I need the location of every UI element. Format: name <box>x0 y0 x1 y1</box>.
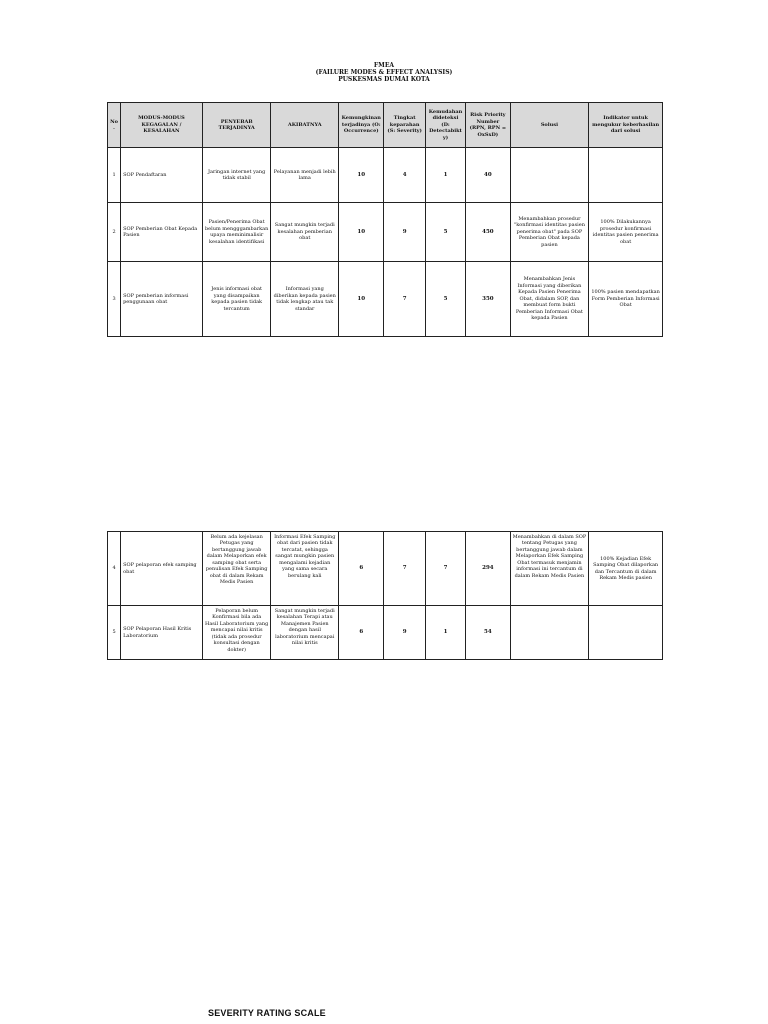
row-occurrence: 6 <box>339 532 384 606</box>
row-solusi <box>510 532 589 606</box>
row-detectability: 1 <box>425 148 465 203</box>
table-row <box>108 532 663 606</box>
row-indikator: 100% Kejadian Efek Samping Obat dilaporkan dan Tercantum di dalam Rekam Medis pasien <box>589 532 663 606</box>
row-no: 1 <box>108 148 121 203</box>
header-indikator: Indikator untuk mengukur keberhasilan dari solusi <box>589 103 663 148</box>
row-solusi <box>510 148 589 203</box>
row-solusi-text: Menambahkan di dalam SOP tentang Petugas yang bertanggung jawab dalam Melaporkan Efek Samping Obat termasuk menjamin informasi ini tercantum di dalam Rekam Medis Pasien <box>512 533 587 579</box>
row-severity: 9 <box>384 606 425 660</box>
row-rpn: 40 <box>466 148 510 203</box>
table-row <box>108 203 663 262</box>
row-indikator <box>589 606 663 660</box>
header-detectability: Kemudahan dideteksi (D: Detectabikty) <box>425 103 465 148</box>
severity-rating-scale-heading: SEVERITY RATING SCALE <box>208 1008 326 1018</box>
title-line-3: PUSKESMAS DUMAI KOTA <box>338 76 430 83</box>
row-no: 2 <box>108 203 121 262</box>
title-line-1: FMEA <box>373 62 395 69</box>
row-solusi <box>510 606 589 660</box>
row-occurrence: 10 <box>339 203 384 262</box>
row-akibat <box>271 532 339 606</box>
row-rpn: 294 <box>466 532 510 606</box>
doc-title <box>0 62 768 83</box>
row-detectability: 5 <box>425 203 465 262</box>
row-penyebab <box>202 606 271 660</box>
row-modus: SOP pelaporan efek samping obat <box>121 532 203 606</box>
fmea-table-bottom <box>107 531 663 660</box>
row-akibat-text: Informasi Efek Samping obat dari pasien tidak tercatat, sehingga sangat mungkin pasien mengalami kejadian yang sama secara berulang kali <box>274 533 336 579</box>
row-modus: SOP Pendaftaran <box>121 148 203 203</box>
row-rpn: 450 <box>466 203 510 262</box>
row-penyebab <box>202 532 271 606</box>
row-penyebab-text: Belum ada kejelasan Petugas yang bertanggung jawab dalam Melaporkan efek samping obat serta penulisan Efek Samping obat di dalam Rekam Medis Pasien <box>205 533 268 585</box>
row-modus: SOP Pelaporan Hasil Kritis Laboratorium <box>121 606 203 660</box>
table-row <box>108 148 663 203</box>
row-indikator: 100% Dilakukannya prosedur konfirmasi identitas pasien penerima obat <box>589 203 663 262</box>
row-rpn: 54 <box>466 606 510 660</box>
table-row <box>108 262 663 337</box>
row-detectability: 1 <box>425 606 465 660</box>
row-solusi: Menambahkan prosedur "konfirmasi identitas pasien penerima obat" pada SOP Pemberian Obat kepada pasien <box>510 203 589 262</box>
row-akibat <box>271 606 339 660</box>
row-akibat: Sangat mungkin terjadi kesalahan pemberian obat <box>271 203 339 262</box>
row-severity: 7 <box>384 532 425 606</box>
row-detectability: 5 <box>425 262 465 337</box>
row-penyebab: Pasien/Penerima Obat belum mengggambarkan upaya meminimalisir kesalahan identifikasi <box>202 203 271 262</box>
row-solusi: Menambahkan Jenis Informasi yang diberikan Kepada Pasien Penerima Obat, didalam SOP, dan membuat form bukti Pemberian Informasi Obat kepada Pasien <box>510 262 589 337</box>
table-row <box>108 606 663 660</box>
header-severity: Tingkat keparahan (S: Severity) <box>384 103 425 148</box>
row-severity: 7 <box>384 262 425 337</box>
row-modus: SOP pemberian informasi penggunaan obat <box>121 262 203 337</box>
row-no: 4 <box>108 532 121 606</box>
row-penyebab: Jenis informasi obat yang disampaikan kepada pasien tidak tercantum <box>202 262 271 337</box>
header-modus: MODUS-MODUS KEGAGALAN / KESALAHAN <box>121 103 203 148</box>
fmea-table-top <box>107 102 663 337</box>
row-indikator: 100% pasien mendapatkan Form Pemberian Informasi Obat <box>589 262 663 337</box>
row-severity: 4 <box>384 148 425 203</box>
row-detectability: 7 <box>425 532 465 606</box>
header-solusi: Solusi <box>510 103 589 148</box>
row-penyebab: Jaringan internet yang tidak stabil <box>202 148 271 203</box>
header-occurrence: Kemungkinan terjadinya (O: Occurrence) <box>339 103 384 148</box>
row-occurrence: 10 <box>339 148 384 203</box>
header-no: No. <box>108 103 121 148</box>
row-penyebab-text: Pelaporan belum Konfirmasi bila ada Hasil Laboratorium yang mencapai nilai kritis (tidak ada prosedur konsultasi dengan dokter) <box>204 607 269 653</box>
row-indikator <box>589 148 663 203</box>
row-akibat: Informasi yang diberikan kepada pasien tidak lengkap atau tak standar <box>271 262 339 337</box>
row-akibat-text: Sangat mungkin terjadi kesalahan Terapi atau Manajemen Pasien dengan hasil laboratorium mencapai nilai kritis <box>274 607 335 646</box>
row-rpn: 350 <box>466 262 510 337</box>
title-line-2: (FAILURE MODES & EFFECT ANALYSIS) <box>315 69 453 76</box>
row-occurrence: 10 <box>339 262 384 337</box>
row-no: 5 <box>108 606 121 660</box>
header-penyebab: PENYEBAB TERJADINYA <box>202 103 271 148</box>
row-no: 3 <box>108 262 121 337</box>
header-akibat: AKIBATNYA <box>271 103 339 148</box>
header-row <box>108 103 663 148</box>
row-modus: SOP Pemberian Obat Kepada Pasien <box>121 203 203 262</box>
row-akibat: Pelayanan menjadi lebih lama <box>271 148 339 203</box>
row-severity: 9 <box>384 203 425 262</box>
row-occurrence: 6 <box>339 606 384 660</box>
header-rpn: Risk Priority Number (RPN, RPN = OxSxD) <box>466 103 510 148</box>
